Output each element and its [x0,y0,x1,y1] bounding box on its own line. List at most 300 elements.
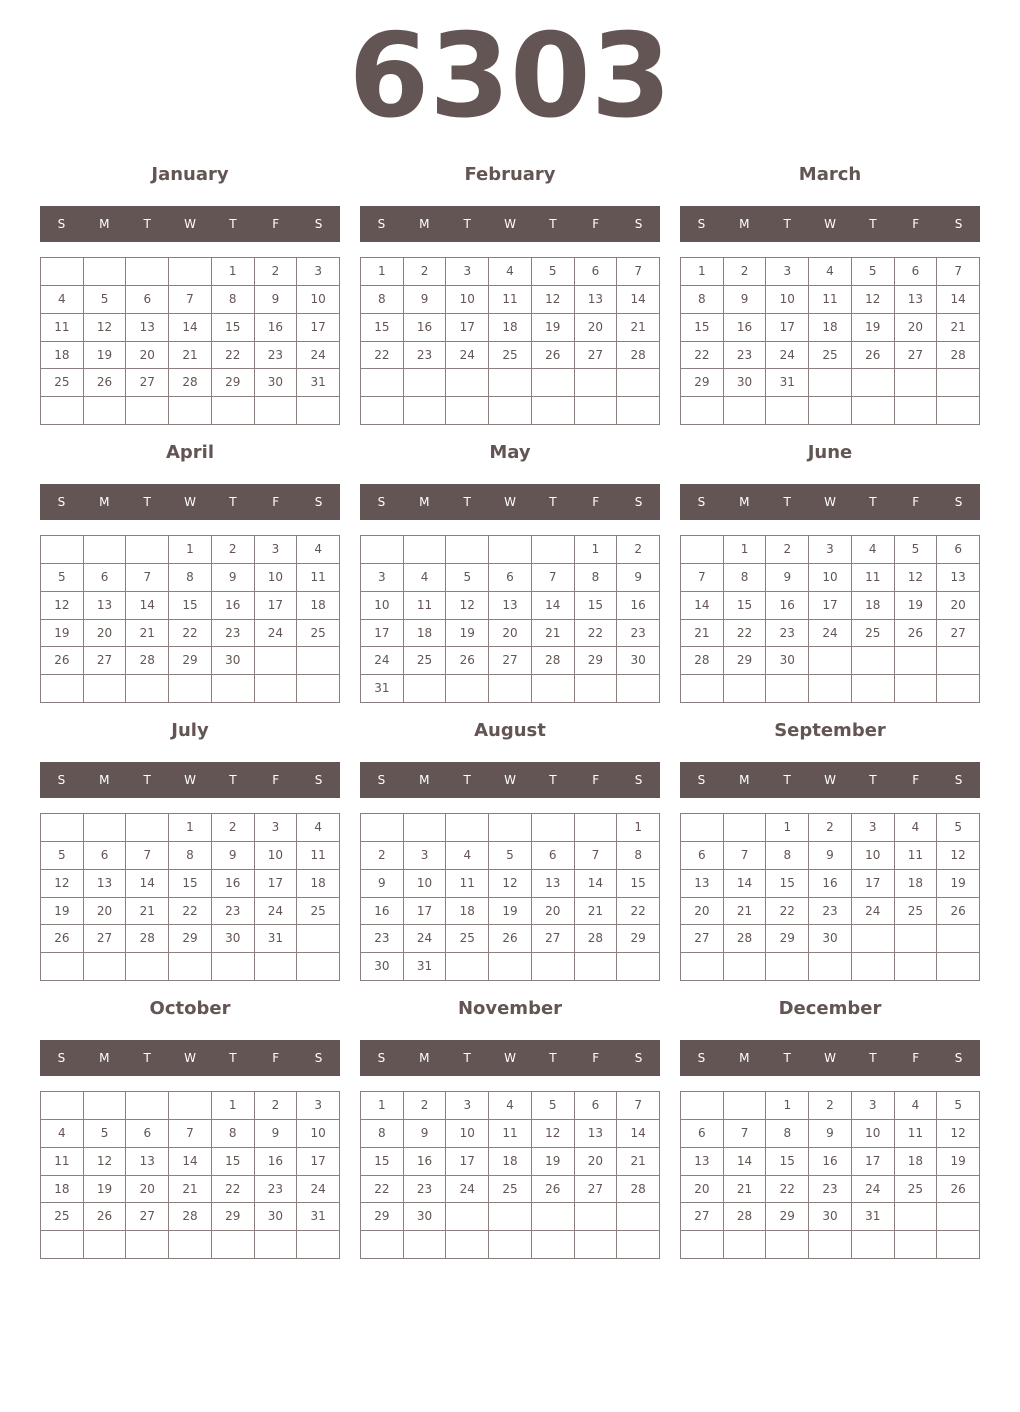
day-cell: 20 [84,898,127,926]
weekday-label: S [377,495,386,509]
weekday-label: T [783,217,791,231]
day-cell: 19 [937,870,980,898]
day-cell: 24 [404,925,447,953]
day-cell: 2 [809,1092,852,1120]
empty-day-cell [895,675,938,703]
empty-day-cell [446,397,489,425]
weekday-label: T [229,773,237,787]
empty-day-cell [84,675,127,703]
day-cell: 27 [575,342,618,370]
day-cell: 12 [532,286,575,314]
day-cell: 7 [724,1120,767,1148]
weekday-label: F [272,1051,280,1065]
day-cell: 3 [361,564,404,592]
day-cell: 28 [532,647,575,675]
day-cell: 1 [766,1092,809,1120]
weekday-label: S [634,217,643,231]
empty-day-cell [126,397,169,425]
day-cell: 24 [297,1176,340,1204]
day-cell: 3 [809,536,852,564]
day-cell: 26 [852,342,895,370]
weekday-label: T [783,773,791,787]
day-cell: 10 [852,842,895,870]
empty-day-cell [681,1092,724,1120]
day-cell: 13 [681,1148,724,1176]
day-cell: 29 [575,647,618,675]
day-cell: 17 [361,620,404,648]
weekday-label: S [697,217,706,231]
weekday-label: T [869,217,877,231]
empty-day-cell [532,1203,575,1231]
day-cell: 26 [84,1203,127,1231]
day-cell: 6 [681,842,724,870]
empty-day-cell [446,675,489,703]
empty-day-cell [724,1231,767,1259]
weekday-label: S [954,217,963,231]
weekday-label: T [549,1051,557,1065]
weekday-label: M [419,495,430,509]
day-cell: 22 [361,1176,404,1204]
day-cell: 13 [126,314,169,342]
empty-day-cell [446,814,489,842]
day-cell: 1 [361,1092,404,1120]
day-cell: 1 [169,814,212,842]
empty-day-cell [489,536,532,564]
day-cell: 20 [126,342,169,370]
day-cell: 3 [766,258,809,286]
weekday-label: W [504,495,516,509]
empty-day-cell [937,647,980,675]
weekday-label: T [143,1051,151,1065]
empty-day-cell [404,536,447,564]
weekday-label: T [869,773,877,787]
day-cell: 14 [617,286,660,314]
weekday-label: S [697,1051,706,1065]
day-cell: 21 [169,342,212,370]
day-cell: 2 [255,1092,298,1120]
weekday-label: S [634,1051,643,1065]
day-cell: 18 [895,870,938,898]
empty-day-cell [84,1092,127,1120]
day-cell: 5 [489,842,532,870]
day-cell: 23 [212,620,255,648]
empty-day-cell [937,397,980,425]
day-cell: 1 [766,814,809,842]
day-cell: 18 [404,620,447,648]
day-cell: 11 [297,842,340,870]
day-cell: 16 [617,592,660,620]
day-cell: 21 [681,620,724,648]
empty-day-cell [575,397,618,425]
day-cell: 23 [404,342,447,370]
year-title: 6303 [348,9,672,144]
day-cell: 23 [809,1176,852,1204]
day-cell: 14 [169,314,212,342]
day-cell: 9 [404,1120,447,1148]
day-cell: 19 [41,620,84,648]
day-cell: 18 [41,342,84,370]
empty-day-cell [681,675,724,703]
day-cell: 13 [895,286,938,314]
day-cell: 6 [489,564,532,592]
empty-day-cell [937,1231,980,1259]
day-cell: 20 [895,314,938,342]
weekday-header [360,1040,660,1076]
month-name: December [778,998,882,1019]
month-name: January [151,164,229,185]
day-cell: 25 [895,1176,938,1204]
empty-day-cell [169,1231,212,1259]
empty-day-cell [126,1231,169,1259]
day-cell: 29 [766,1203,809,1231]
day-cell: 5 [852,258,895,286]
empty-day-cell [361,397,404,425]
empty-day-cell [297,925,340,953]
day-cell: 29 [724,647,767,675]
month-name: April [165,442,215,463]
empty-day-cell [532,536,575,564]
weekday-label: S [634,773,643,787]
weekday-header [40,762,340,798]
month-name: August [474,720,546,741]
day-cell: 2 [766,536,809,564]
day-cell: 16 [361,898,404,926]
day-cell: 27 [489,647,532,675]
empty-day-cell [169,675,212,703]
weekday-header [680,206,980,242]
day-cell: 30 [809,1203,852,1231]
empty-day-cell [41,953,84,981]
day-cell: 25 [404,647,447,675]
day-cell: 14 [681,592,724,620]
empty-day-cell [255,647,298,675]
empty-day-cell [297,953,340,981]
day-cell: 10 [255,564,298,592]
day-cell: 21 [617,1148,660,1176]
day-cell: 23 [766,620,809,648]
day-cell: 6 [532,842,575,870]
day-cell: 24 [255,620,298,648]
day-cell: 22 [617,898,660,926]
day-cell: 27 [126,369,169,397]
day-cell: 13 [84,592,127,620]
day-cell: 4 [895,1092,938,1120]
day-cell: 7 [937,258,980,286]
month-name: February [464,164,556,185]
empty-day-cell [895,647,938,675]
day-cell: 28 [617,342,660,370]
day-cell: 6 [937,536,980,564]
empty-day-cell [852,675,895,703]
weekday-label: M [99,1051,110,1065]
day-cell: 13 [489,592,532,620]
weekday-label: T [143,495,151,509]
weekday-label: F [912,217,920,231]
day-cell: 27 [937,620,980,648]
day-cell: 14 [724,870,767,898]
empty-day-cell [895,397,938,425]
day-cell: 2 [724,258,767,286]
empty-day-cell [297,397,340,425]
empty-day-cell [361,536,404,564]
day-cell: 8 [169,564,212,592]
day-cell: 10 [297,1120,340,1148]
empty-day-cell [446,369,489,397]
empty-day-cell [852,1231,895,1259]
day-cell: 31 [404,953,447,981]
day-cell: 27 [895,342,938,370]
empty-day-cell [404,369,447,397]
weekday-label: T [143,773,151,787]
day-cell: 20 [681,1176,724,1204]
day-cell: 22 [681,342,724,370]
weekday-label: F [912,1051,920,1065]
day-cell: 4 [489,258,532,286]
day-cell: 1 [617,814,660,842]
weekday-label: S [954,773,963,787]
day-cell: 19 [84,1176,127,1204]
day-cell: 24 [809,620,852,648]
day-cell: 19 [532,1148,575,1176]
empty-day-cell [126,953,169,981]
day-cell: 2 [212,814,255,842]
weekday-label: F [912,773,920,787]
weekday-label: W [504,773,516,787]
weekday-label: T [783,1051,791,1065]
empty-day-cell [809,675,852,703]
empty-day-cell [84,536,127,564]
empty-day-cell [681,814,724,842]
day-cell: 3 [446,1092,489,1120]
weekday-label: S [57,773,66,787]
day-cell: 28 [681,647,724,675]
empty-day-cell [617,1231,660,1259]
weekday-label: T [783,495,791,509]
day-cell: 9 [766,564,809,592]
day-cell: 14 [937,286,980,314]
weekday-label: S [954,495,963,509]
weekday-label: T [463,1051,471,1065]
day-cell: 14 [169,1148,212,1176]
weekday-label: T [549,217,557,231]
empty-day-cell [84,258,127,286]
weekday-label: W [504,217,516,231]
empty-day-cell [766,675,809,703]
day-cell: 26 [532,1176,575,1204]
empty-day-cell [937,1203,980,1231]
day-cell: 22 [575,620,618,648]
weekday-label: F [592,773,600,787]
weekday-label: T [463,773,471,787]
weekday-label: W [184,495,196,509]
day-cell: 7 [126,842,169,870]
day-cell: 12 [41,870,84,898]
weekday-label: M [99,773,110,787]
weekday-label: W [824,773,836,787]
day-cell: 14 [575,870,618,898]
weekday-label: T [229,1051,237,1065]
day-cell: 21 [169,1176,212,1204]
empty-day-cell [126,814,169,842]
empty-day-cell [852,953,895,981]
weekday-label: S [57,1051,66,1065]
day-cell: 27 [681,1203,724,1231]
day-cell: 22 [766,898,809,926]
day-grid [680,1091,980,1259]
empty-day-cell [404,397,447,425]
day-cell: 24 [446,342,489,370]
day-cell: 6 [126,1120,169,1148]
day-cell: 11 [852,564,895,592]
day-cell: 17 [852,870,895,898]
day-grid [40,535,340,703]
day-cell: 3 [446,258,489,286]
day-cell: 28 [169,1203,212,1231]
day-cell: 4 [41,286,84,314]
weekday-label: F [272,773,280,787]
day-cell: 11 [446,870,489,898]
day-cell: 1 [169,536,212,564]
day-cell: 30 [404,1203,447,1231]
day-cell: 24 [446,1176,489,1204]
day-cell: 25 [809,342,852,370]
day-cell: 3 [297,258,340,286]
empty-day-cell [41,675,84,703]
day-cell: 16 [809,1148,852,1176]
day-grid [680,813,980,981]
empty-day-cell [255,1231,298,1259]
day-cell: 12 [937,842,980,870]
day-cell: 30 [724,369,767,397]
empty-day-cell [809,369,852,397]
day-cell: 27 [84,925,127,953]
day-cell: 10 [297,286,340,314]
day-cell: 27 [84,647,127,675]
weekday-label: M [99,495,110,509]
empty-day-cell [852,647,895,675]
day-cell: 2 [361,842,404,870]
day-cell: 20 [489,620,532,648]
empty-day-cell [489,675,532,703]
day-cell: 22 [212,342,255,370]
day-cell: 23 [404,1176,447,1204]
day-cell: 28 [126,647,169,675]
weekday-label: W [184,217,196,231]
weekday-header [360,484,660,520]
day-cell: 12 [937,1120,980,1148]
day-cell: 24 [852,898,895,926]
day-cell: 22 [724,620,767,648]
day-cell: 1 [212,258,255,286]
day-cell: 21 [532,620,575,648]
empty-day-cell [724,814,767,842]
day-cell: 17 [255,870,298,898]
day-cell: 21 [724,898,767,926]
day-cell: 19 [446,620,489,648]
day-cell: 11 [809,286,852,314]
day-cell: 30 [361,953,404,981]
empty-day-cell [41,397,84,425]
day-cell: 27 [681,925,724,953]
day-cell: 30 [809,925,852,953]
day-cell: 20 [126,1176,169,1204]
empty-day-cell [766,953,809,981]
day-cell: 7 [575,842,618,870]
day-cell: 8 [766,842,809,870]
day-cell: 9 [212,842,255,870]
empty-day-cell [297,1231,340,1259]
empty-day-cell [361,1231,404,1259]
weekday-label: M [419,217,430,231]
day-cell: 18 [489,1148,532,1176]
weekday-label: W [184,773,196,787]
day-cell: 3 [297,1092,340,1120]
empty-day-cell [681,953,724,981]
day-cell: 9 [212,564,255,592]
day-cell: 9 [617,564,660,592]
day-cell: 31 [852,1203,895,1231]
empty-day-cell [575,953,618,981]
weekday-label: S [314,495,323,509]
month-name: October [149,998,231,1019]
weekday-label: T [229,495,237,509]
day-cell: 26 [84,369,127,397]
day-cell: 3 [852,814,895,842]
day-cell: 7 [617,1092,660,1120]
day-cell: 29 [169,647,212,675]
empty-day-cell [169,1092,212,1120]
weekday-label: S [377,1051,386,1065]
weekday-label: S [377,773,386,787]
day-cell: 16 [809,870,852,898]
empty-day-cell [617,397,660,425]
weekday-label: S [634,495,643,509]
weekday-header [360,206,660,242]
day-cell: 9 [724,286,767,314]
day-cell: 1 [212,1092,255,1120]
day-cell: 31 [361,675,404,703]
day-cell: 28 [724,925,767,953]
empty-day-cell [489,369,532,397]
weekday-label: W [824,1051,836,1065]
day-cell: 19 [895,592,938,620]
day-cell: 24 [255,898,298,926]
empty-day-cell [895,369,938,397]
day-cell: 8 [724,564,767,592]
day-cell: 31 [766,369,809,397]
empty-day-cell [724,397,767,425]
empty-day-cell [532,675,575,703]
weekday-label: T [463,217,471,231]
empty-day-cell [126,1092,169,1120]
day-cell: 2 [212,536,255,564]
weekday-label: T [549,773,557,787]
day-cell: 29 [766,925,809,953]
day-cell: 5 [84,286,127,314]
day-cell: 4 [297,814,340,842]
day-cell: 9 [809,842,852,870]
empty-day-cell [489,1231,532,1259]
empty-day-cell [489,1203,532,1231]
day-cell: 11 [404,592,447,620]
day-cell: 17 [852,1148,895,1176]
weekday-label: F [272,495,280,509]
weekday-label: F [592,1051,600,1065]
day-cell: 2 [809,814,852,842]
day-cell: 11 [489,286,532,314]
empty-day-cell [212,953,255,981]
day-cell: 4 [41,1120,84,1148]
